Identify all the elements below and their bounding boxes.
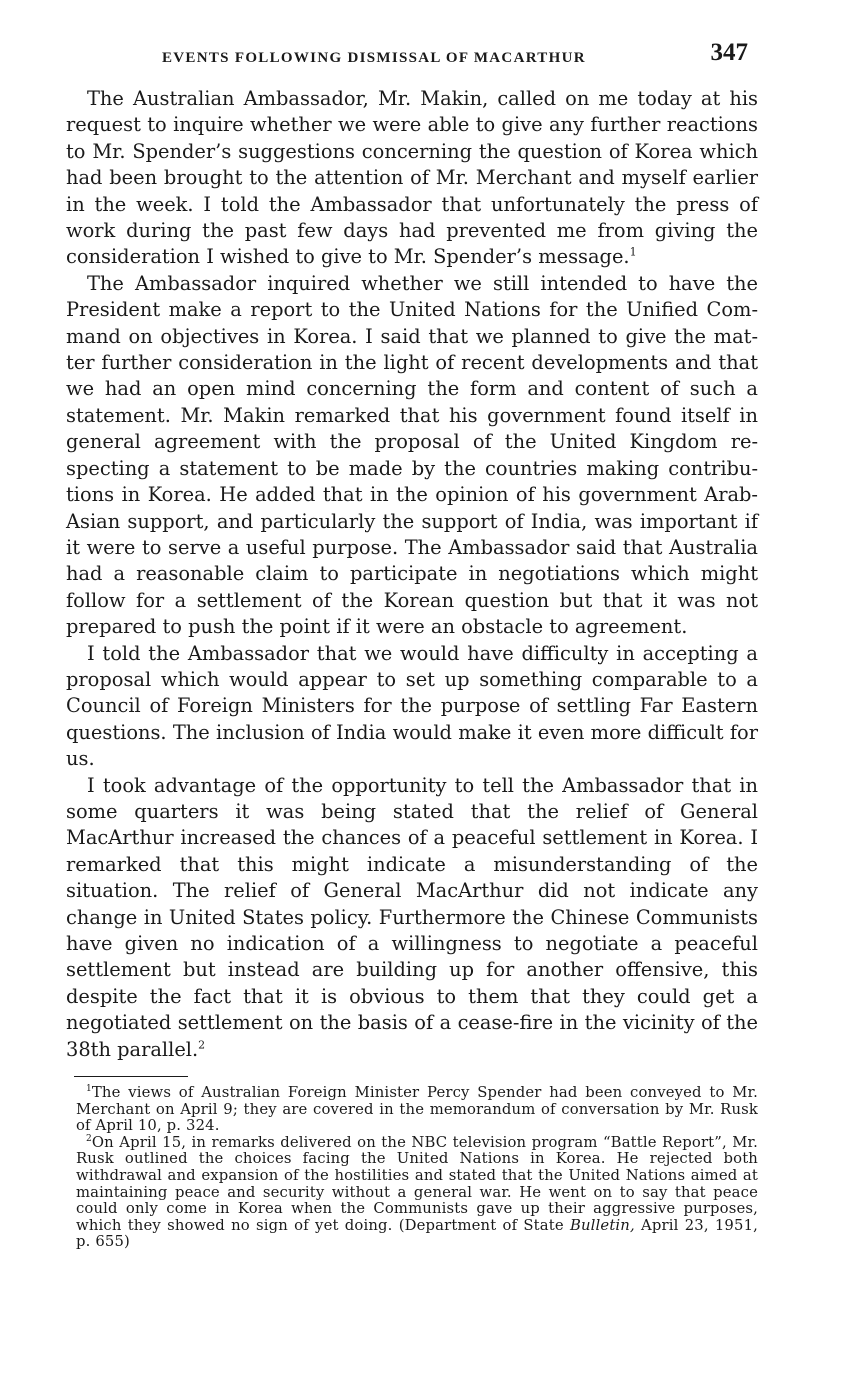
paragraph-text: I told the Ambassador that we would have difficulty in accepting a proposal which would appear to set up something comparable to a Council of Foreign Ministers for the purpose of settling Far Eastern questions. The inclusion of India would make it even more difficult for us. bbox=[66, 641, 758, 771]
footnote-marker: 2 bbox=[86, 1133, 92, 1144]
footnote-text: On April 15, in remarks delivered on the NBC television program “Battle Report”, Mr. Rusk outlined the choices facing the United Nations in Korea. He rejected both withdrawal and expansion of the hostilities and stated that the United Nations aimed at maintaining peace and security without a general war. He went on to say that peace could only come in Korea when the Communists gave up their aggressive purposes, which they showed no sign of yet doing. (Department of State bbox=[76, 1133, 758, 1234]
footnote-italic-title: Bulletin, bbox=[569, 1216, 635, 1234]
paragraph-1 bbox=[66, 86, 758, 271]
footnote-ref-1: 1 bbox=[629, 245, 637, 259]
paragraph-4 bbox=[66, 773, 758, 1063]
paragraph-text: The Australian Ambassador, Mr. Makin, called on me today at his request to inquire whether we were able to give any further reactions to Mr. Spender’s suggestions concerning the question of Korea which had been brought to the attention of Mr. Merchant and myself earlier in the week. I told the Ambassador that unfortunately the press of work during the past few days had prevented me from giving the consideration I wished to give to Mr. Spender’s message. bbox=[66, 87, 758, 269]
paragraph-3 bbox=[66, 641, 758, 773]
footnote-marker: 1 bbox=[86, 1084, 92, 1095]
paragraph-text: The Ambassador inquired whether we still intended to have the President make a report to the United Nations for the Unified Command on objectives in Korea. I said that we planned to give the matter further consideration in the light of recent developments and that we had an open mind concerning the form and content of such a statement. Mr. Makin remarked that his government found itself in general agreement with the proposal of the United Kingdom respecting a statement to be made by the countries making contributions in Korea. He added that in the opinion of his government Arab-Asian support, and particularly the support of India, was important if it were to serve a useful purpose. The Ambassador said that Australia had a reasonable claim to participate in negotiations which might follow for a settlement of the Korean question but that it was not prepared to push the point if it were an obstacle to agreement. bbox=[66, 271, 758, 639]
footnote-text-end: April 23, 1951, p. 655) bbox=[76, 1216, 758, 1251]
footnote-ref-2: 2 bbox=[198, 1038, 206, 1052]
footnote-2 bbox=[76, 1135, 758, 1251]
document-page bbox=[66, 36, 758, 1251]
footnotes bbox=[66, 1085, 758, 1251]
footnote-1 bbox=[76, 1085, 758, 1135]
body-text bbox=[66, 86, 758, 1063]
running-head bbox=[66, 36, 758, 72]
footnote-divider bbox=[74, 1076, 188, 1077]
paragraph-2 bbox=[66, 271, 758, 641]
footnote-text: The views of Australian Foreign Minister Percy Spender had been conveyed to Mr. Merchant on April 9; they are covered in the memorandum of conversation by Mr. Rusk of April 10, p. 324. bbox=[76, 1084, 758, 1135]
paragraph-text: I took advantage of the opportunity to tell the Ambassador that in some quarters it was being stated that the relief of General MacArthur increased the chances of a peaceful settlement in Korea. I remarked that this might indicate a misunderstanding of the situation. The relief of General MacArthur did not indicate any change in United States policy. Furthermore the Chinese Communists have given no indication of a willingness to negotiate a peaceful settlement but instead are building up for another offensive, this despite the fact that it is obvious to them that they could get a negotiated settlement on the basis of a cease-fire in the vicinity of the 38th parallel. bbox=[66, 773, 758, 1061]
page-number: 347 bbox=[710, 39, 748, 66]
running-title: EVENTS FOLLOWING DISMISSAL OF MACARTHUR bbox=[162, 50, 586, 66]
